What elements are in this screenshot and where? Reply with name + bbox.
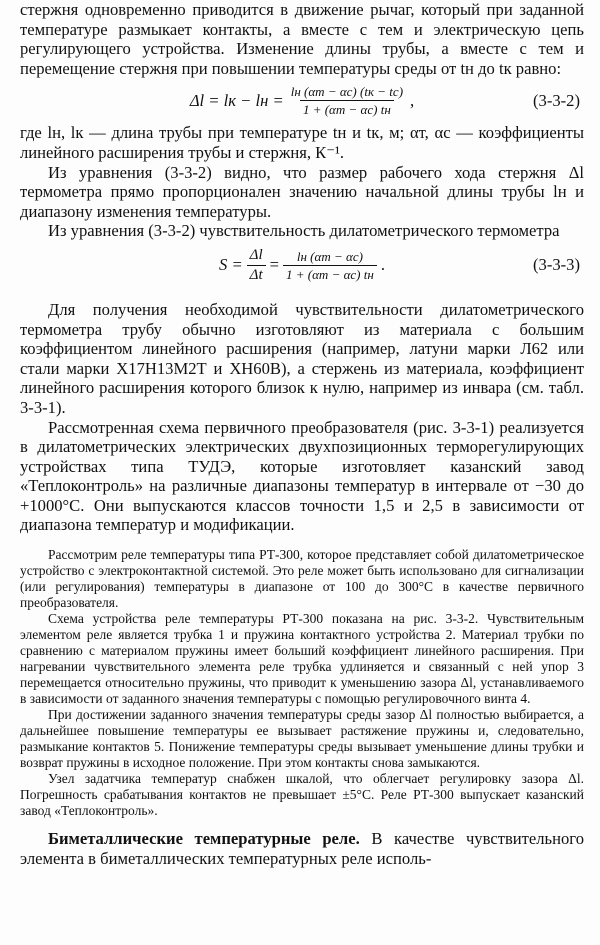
formula-2-fraction-2 bbox=[283, 249, 377, 282]
formula-1-number: (3-3-2) bbox=[533, 90, 580, 110]
formula-3-3-3 bbox=[20, 247, 584, 284]
paragraph-1: стержня одновременно приводится в движение рычаг, который при заданной температуре размыкает контакты, а вместе с тем и электрическую цепь регулирующего устройства. Изменение длины трубы, а вместе с тем и перемещение стержня при повышении температуры среды от tн до tк равно: bbox=[20, 0, 584, 78]
formula-1-lhs: Δl = lк − lн = bbox=[189, 90, 284, 110]
small-paragraph-1: Рассмотрим реле температуры типа РТ-300, которое представляет собой дилатометрическое устройство с электроконтактной системой. Это реле может быть использовано для сигнализации (или регулирования) температуры в диапазоне от 100 до 300°С в качестве первичного преобразователя. bbox=[20, 547, 584, 611]
paragraph-5: Для получения необходимой чувствительности дилатометрического термометра трубу обычно изготовляют из материала с большим коэффициентом линейного расширения (например, латуни марки Л62 или стали марки Х17Н13М2Т и ХН60В), а стержень из материала, коэффициент линейного расширения которого близок к нулю, например из инвара (см. табл. 3-3-1). bbox=[20, 299, 584, 417]
formula-1-fraction bbox=[288, 84, 406, 117]
formula-3-3-2 bbox=[20, 84, 584, 117]
formula-2-tail: . bbox=[380, 255, 385, 275]
paragraph-7 bbox=[20, 829, 584, 868]
formula-2-number: (3-3-3) bbox=[533, 255, 580, 275]
formula-1-numerator: lн (αт − αс) (tк − tс) bbox=[290, 84, 404, 100]
section-heading-bimetal: Биметаллические температурные реле. bbox=[48, 829, 360, 849]
formula-1-tail: , bbox=[410, 90, 415, 110]
formula-2-f2-numerator: lн (αт − αс) bbox=[296, 248, 363, 264]
paragraph-7-text: В качестве чувствительного элемента в биметаллических температурных реле исполь- bbox=[20, 829, 584, 868]
formula-2-equals: = bbox=[269, 255, 279, 275]
small-paragraph-4: Узел задатчика температур снабжен шкалой, что облегчает регулировку зазора Δl. Погрешность срабатывания контактов не превышает ±5°С. Реле РТ-300 выпускает казанский завод «Теплоконтроль». bbox=[20, 771, 584, 819]
paragraph-3: Из уравнения (3-3-2) видно, что размер рабочего хода стержня Δl термометра прямо пропорционален значению начальной длины трубы lн и диапазону изменения температуры. bbox=[20, 162, 584, 221]
paragraph-6: Рассмотренная схема первичного преобразователя (рис. 3-3-1) реализуется в дилатометрических электрических двухпозиционных терморегулирующих устройствах типа ТУДЭ, которые изготовляет казанский завод «Теплоконтроль» на различные диапазоны температур в интервале от −30 до +1000°С. Они выпускаются классов точности 1,5 и 2,5 в зависимости от диапазона температур и модификации. bbox=[20, 417, 584, 535]
paragraph-4: Из уравнения (3-3-2) чувствительность дилатометрического термометра bbox=[48, 221, 560, 241]
formula-2-f2-denominator: 1 + (αт − αс) tн bbox=[283, 265, 377, 282]
small-paragraph-2: Схема устройства реле температуры РТ-300 показана на рис. 3-3-2. Чувствительным элементом реле является трубка 1 и пружина контактного устройства 2. Материал трубки по сравнению с материалом пружины имеет больший коэффициент линейного расширения. При нагревании чувствительного элемента реле трубка удлиняется и связанный с ней упор 3 перемещается относительно пружины, что приводит к уменьшению зазора Δl, устанавливаемого в зависимости от заданного значения температуры с помощью регулировочного винта 4. bbox=[20, 611, 584, 707]
small-paragraph-3: При достижении заданного значения температуры среды зазор Δl полностью выбирается, а дальнейшее повышение температуры ее вызывает растяжение пружины и, следовательно, размыкание контактов 5. Понижение температуры среды вызывает уменьшение длины трубки и возврат пружины в исходное положение. При этом контакты снова замыкаются. bbox=[20, 707, 584, 771]
formula-1-denominator: 1 + (αт − αс) tн bbox=[300, 100, 394, 117]
paragraph-2: где lн, lк — длина трубы при температуре tн и tк, м; αт, αс — коэффициенты линейного расширения трубы и стержня, К⁻¹. bbox=[20, 123, 584, 162]
formula-2-s: S = bbox=[219, 255, 243, 275]
formula-2-fraction-1 bbox=[247, 247, 266, 284]
formula-2-f1-denominator: Δt bbox=[247, 265, 266, 284]
formula-2-f1-numerator: Δl bbox=[249, 246, 263, 263]
